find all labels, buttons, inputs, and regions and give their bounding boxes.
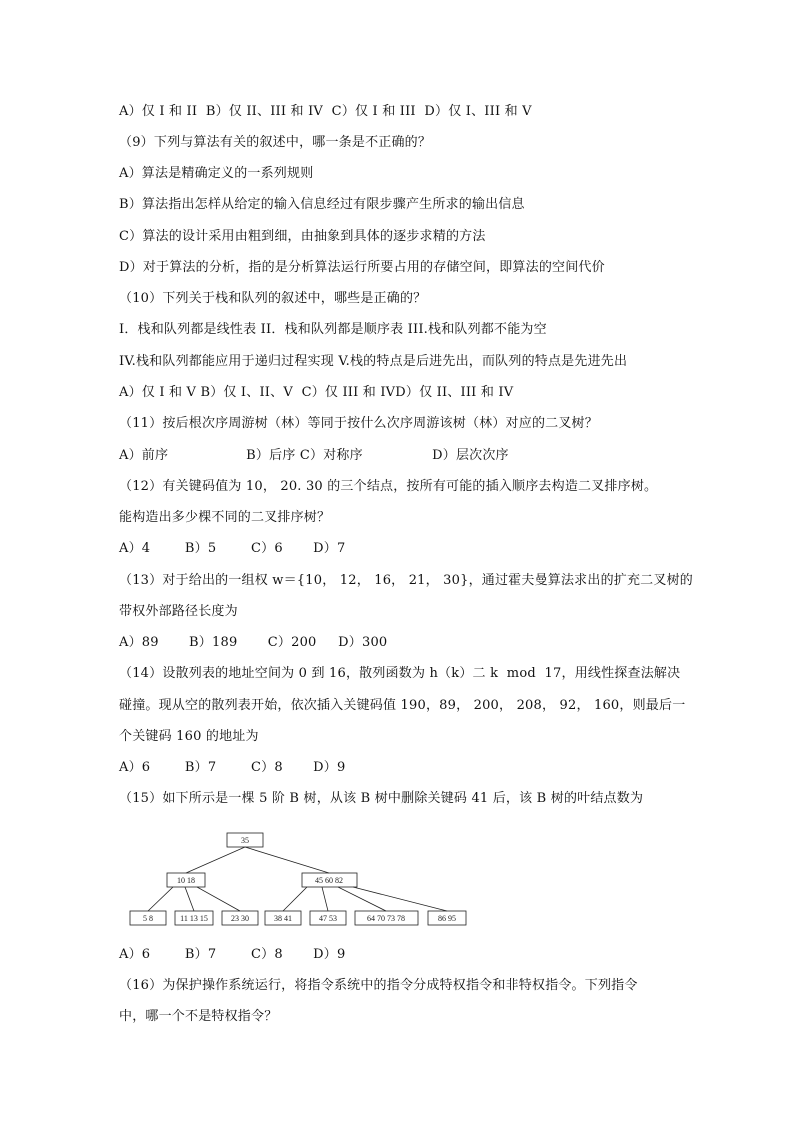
question-13: （13）对于给出的一组权 w＝{10， 12， 16， 21， 30}，通过霍夫曼算法求出的扩充二叉树的 — [119, 573, 693, 588]
btree-leaf-label: 64 70 73 78 — [367, 914, 405, 923]
q9-option-a: A）算法是精确定义的一系列规则 — [119, 166, 314, 181]
question-12: （12）有关键码值为 10， 20. 30 的三个结点，按所有可能的插入顺序去构造二叉排序树。 — [119, 479, 658, 494]
question-9: （9）下列与算法有关的叙述中，哪一条是不正确的？ — [119, 135, 432, 150]
question-15: （15）如下所示是一棵 5 阶 B 树，从该 B 树中删除关键码 41 后，该 B 树的叶结点数为 — [119, 791, 644, 806]
q9-option-c: C）算法的设计采用由粗到细，由抽象到具体的逐步求精的方法 — [119, 229, 486, 244]
q11-options: A）前序 B）后序 C）对称序 D）层次次序 — [119, 448, 509, 463]
btree-root-label: 35 — [241, 836, 249, 845]
btree-leaf-label: 38 41 — [274, 914, 292, 923]
q15-options: A）6 B）7 C）8 D）9 — [119, 947, 346, 962]
q10-statement-1: I．栈和队列都是线性表 II．栈和队列都是顺序表 III.栈和队列都不能为空 — [119, 322, 547, 337]
question-14-cont2: 个关键码 160 的地址为 — [119, 729, 259, 744]
q9-option-b: B）算法指出怎样从给定的输入信息经过有限步骤产生所求的输出信息 — [119, 197, 525, 212]
btree-leaf-label: 47 53 — [319, 914, 337, 923]
q13-options: A）89 B）189 C）200 D）300 — [119, 635, 388, 650]
question-13-cont: 带权外部路径长度为 — [119, 604, 238, 619]
q10-statement-2: IV.栈和队列都能应用于递归过程实现 V.栈的特点是后进先出，而队列的特点是先进先出 — [119, 354, 628, 369]
btree-node-label: 10 18 — [177, 876, 195, 885]
question-14-cont: 碰撞。现从空的散列表开始，依次插入关键码值 190，89， 200， 208， 92， 160，则最后一 — [119, 698, 686, 713]
btree-leaf-label: 5 8 — [143, 914, 153, 923]
btree-leaf-label: 23 30 — [231, 914, 249, 923]
q12-options: A）4 B）5 C）6 D）7 — [119, 541, 346, 556]
btree-diagram — [125, 828, 475, 932]
question-10: （10）下列关于栈和队列的叙述中，哪些是正确的？ — [119, 291, 427, 306]
q14-options: A）6 B）7 C）8 D）9 — [119, 760, 346, 775]
question-14: （14）设散列表的地址空间为 0 到 16，散列函数为 h（k）二 k mod 17，用线性探查法解决 — [119, 666, 681, 681]
answer-options-q8: A）仅 I 和 II B）仅 II、III 和 IV C）仅 I 和 III D）仅 I、III 和 V — [119, 104, 532, 119]
btree-leaf-label: 86 95 — [438, 914, 456, 923]
q9-option-d: D）对于算法的分析，指的是分析算法运行所要占用的存储空间，即算法的空间代价 — [119, 260, 605, 275]
question-11: （11）按后根次序周游树（林）等同于按什么次序周游该树（林）对应的二叉树？ — [119, 416, 598, 431]
question-16: （16）为保护操作系统运行，将指令系统中的指令分成特权指令和非特权指令。下列指令 — [119, 978, 638, 993]
btree-leaf-label: 11 13 15 — [180, 914, 208, 923]
question-16-cont: 中，哪一个不是特权指令？ — [119, 1009, 278, 1024]
q10-options: A）仅 I 和 V B）仅 I、II、V C）仅 III 和 IVD）仅 II、III 和 IV — [119, 385, 514, 400]
question-12-cont: 能构造出多少棵不同的二叉排序树？ — [119, 510, 331, 525]
btree-node-label: 45 60 82 — [315, 876, 343, 885]
